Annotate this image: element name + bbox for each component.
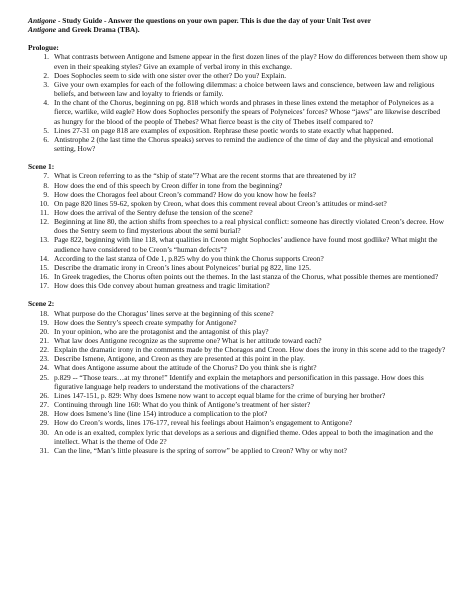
- question-text: In your opinion, who are the protagonist and the antagonist of this play?: [54, 326, 269, 336]
- question-text: What contrasts between Antigone and Ismene appear in the first dozen lines of the play? How do differences between them show up even in their speaking styles? Give an example of verbal irony in this exchange.: [54, 52, 448, 71]
- question-text: What purpose do the Choragus’ lines serve at the beginning of this scene?: [54, 308, 274, 318]
- question-number: 28.: [39, 409, 49, 419]
- question-item: [28, 446, 448, 455]
- question-number: 19.: [39, 317, 49, 327]
- question-text: How does the Sentry’s speech create sympathy for Antigone?: [54, 317, 237, 327]
- question-number: 10.: [39, 198, 49, 208]
- question-number: 11.: [39, 207, 49, 217]
- section-title: Prologue:: [28, 43, 59, 53]
- question-item: [28, 135, 448, 153]
- question-list: [28, 52, 448, 153]
- question-number: 3.: [43, 79, 49, 89]
- question-item: [28, 345, 448, 354]
- question-text: An ode is an exalted, complex lyric that develops as a serious and dignified theme. Odes appeal to both the imagination and the intellect. What is the theme of Ode 2?: [54, 427, 434, 446]
- question-item: [28, 171, 448, 180]
- question-number: 31.: [39, 445, 49, 455]
- question-number: 8.: [43, 180, 49, 190]
- question-number: 27.: [39, 400, 49, 410]
- header-line-1: [28, 16, 448, 25]
- header-title-rest: - Study Guide - Answer the questions on your own paper. This is due the day of your Unit Test over: [56, 16, 372, 25]
- question-text: How does the arrival of the Sentry defuse the tension of the scene?: [54, 207, 253, 217]
- question-text: Describe Ismene, Antigone, and Creon as they are presented at this point in the play.: [54, 354, 305, 364]
- question-item: [28, 373, 448, 391]
- question-item: [28, 354, 448, 363]
- question-number: 6.: [43, 134, 49, 144]
- header-title-italic: Antigone: [28, 16, 57, 25]
- question-item: [28, 409, 448, 418]
- sections-container: [28, 43, 448, 455]
- section: [28, 162, 448, 290]
- question-number: 1.: [43, 52, 49, 62]
- question-number: 22.: [39, 345, 49, 355]
- question-list: [28, 309, 448, 456]
- question-item: [28, 71, 448, 80]
- question-text: How does the Choragos feel about Creon’s command? How do you know how he feels?: [54, 189, 316, 199]
- question-number: 21.: [39, 336, 49, 345]
- question-text: Give your own examples for each of the following dilemmas: a choice between laws and conscience, between law and religious beliefs, and between law and loyalty to friends or family.: [54, 79, 435, 99]
- question-item: [28, 217, 448, 235]
- question-text: p.829 -- “Those tears…at my throne!” Identify and explain the metaphors and personification in this passage. How does this figurative language help readers to understand the motivations of the characters?: [54, 372, 424, 391]
- question-item: [28, 336, 448, 345]
- question-number: 14.: [39, 253, 49, 263]
- question-item: [28, 327, 448, 336]
- question-number: 4.: [43, 98, 49, 108]
- question-number: 29.: [39, 418, 49, 428]
- question-number: 26.: [39, 390, 49, 400]
- question-item: [28, 309, 448, 318]
- question-text: Lines 147-151, p. 829: Why does Ismene now want to accept equal blame for the crime of burying her brother?: [54, 390, 386, 400]
- question-item: [28, 391, 448, 400]
- question-item: [28, 190, 448, 199]
- question-number: 25.: [39, 372, 49, 382]
- section-title: Scene 1:: [28, 162, 55, 172]
- question-text: How does Ismene’s line (line 154) introduce a complication to the plot?: [54, 409, 268, 419]
- question-text: What law does Antigone recognize as the supreme one? What is her attitude toward each?: [54, 336, 322, 345]
- question-number: 23.: [39, 354, 49, 364]
- question-text: How does the end of this speech by Creon differ in tone from the beginning?: [54, 180, 283, 190]
- question-item: [28, 254, 448, 263]
- question-number: 15.: [39, 262, 49, 272]
- question-item: [28, 363, 448, 372]
- question-item: [28, 235, 448, 253]
- header-line2-italic: Antigone: [28, 25, 57, 35]
- question-number: 9.: [43, 189, 49, 199]
- question-number: 7.: [43, 171, 49, 181]
- question-text: Antistrophe 2 (the last time the Chorus speaks) serves to remind the audience of the time of day and the physical and emotional setting, How?: [54, 134, 434, 154]
- question-text: What is Creon referring to as the “ship of state”? What are the recent storms that are threatened by it?: [54, 171, 356, 181]
- question-number: 12.: [39, 217, 49, 227]
- question-item: [28, 428, 448, 446]
- question-item: [28, 318, 448, 327]
- question-item: [28, 52, 448, 70]
- question-item: [28, 181, 448, 190]
- question-number: 20.: [39, 326, 49, 336]
- question-item: [28, 263, 448, 272]
- question-text: According to the last stanza of Ode 1, p.825 why do you think the Chorus supports Creon?: [54, 253, 324, 263]
- question-number: 30.: [39, 427, 49, 437]
- header-line2-rest: and Greek Drama (TBA).: [56, 25, 140, 35]
- question-number: 2.: [43, 70, 49, 80]
- question-item: [28, 281, 448, 290]
- question-text: On page 820 lines 59-62, spoken by Creon, what does this comment reveal about Creon’s attitudes or mind-set?: [54, 198, 387, 208]
- question-item: [28, 80, 448, 98]
- question-text: Can the line, “Man’s little pleasure is the spring of sorrow” be applied to Creon? Why or why not?: [54, 445, 347, 455]
- question-text: How do Creon’s words, lines 176-177, reveal his feelings about Haimon’s engagement to Antigone?: [54, 418, 353, 428]
- section: [28, 299, 448, 455]
- question-text: Page 822, beginning with line 118, what qualities in Creon might Sophocles’ audience have found most godlike? What might the audience have considered to be Creon’s “human defects”?: [54, 235, 438, 254]
- question-text: In the chant of the Chorus, beginning on pg. 818 which words and phrases in these lines extend the metaphor of Polyneices as a fierce, warlike, wild eagle? How does Sophocles personify the spears of Polyneices’ forces? Whose “jaws” are likewise described as hungry for the blood of the people of Thebes? What fierce beast is the city of Thebes itself compared to?: [54, 98, 441, 126]
- question-text: In Greek tragedies, the Chorus often points out the themes. In the last stanza of the Chorus, what possible themes are mentioned?: [54, 272, 439, 282]
- question-number: 13.: [39, 235, 49, 245]
- question-item: [28, 400, 448, 409]
- section-title: Scene 2:: [28, 299, 55, 309]
- question-text: Beginning at line 80, the action shifts from speeches to a real physical conflict: someone has directly violated Creon’s decree. How does the Sentry seem to find mysterious about the semi burial?: [54, 217, 444, 236]
- question-item: [28, 126, 448, 135]
- question-text: How does this Ode convey about human greatness and tragic limitation?: [54, 281, 270, 291]
- question-number: 24.: [39, 363, 49, 373]
- question-number: 17.: [39, 281, 49, 291]
- question-number: 16.: [39, 272, 49, 282]
- question-text: What does Antigone assume about the attitude of the Chorus? Do you think she is right?: [54, 363, 317, 373]
- question-item: [28, 208, 448, 217]
- question-item: [28, 98, 448, 125]
- question-item: [28, 199, 448, 208]
- question-text: Describe the dramatic irony in Creon’s lines about Polyneices’ burial pg 822, line 125.: [54, 262, 312, 272]
- question-text: Does Sophocles seem to side with one sister over the other? Do you? Explain.: [54, 70, 287, 80]
- header-line-2: [28, 25, 448, 34]
- document-header: [28, 16, 448, 34]
- question-text: Lines 27-31 on page 818 are examples of exposition. Rephrase these poetic words to state exactly what happened.: [54, 125, 394, 135]
- question-number: 5.: [43, 125, 49, 135]
- question-text: Continuing through line 160: What do you think of Antigone’s treatment of her sister?: [54, 400, 311, 410]
- question-text: Explain the dramatic irony in the comments made by the Choragos and Creon. How does the irony in this scene add to the tragedy?: [54, 345, 446, 355]
- question-item: [28, 418, 448, 427]
- section: [28, 43, 448, 153]
- question-number: 18.: [39, 308, 49, 318]
- question-item: [28, 272, 448, 281]
- question-list: [28, 171, 448, 290]
